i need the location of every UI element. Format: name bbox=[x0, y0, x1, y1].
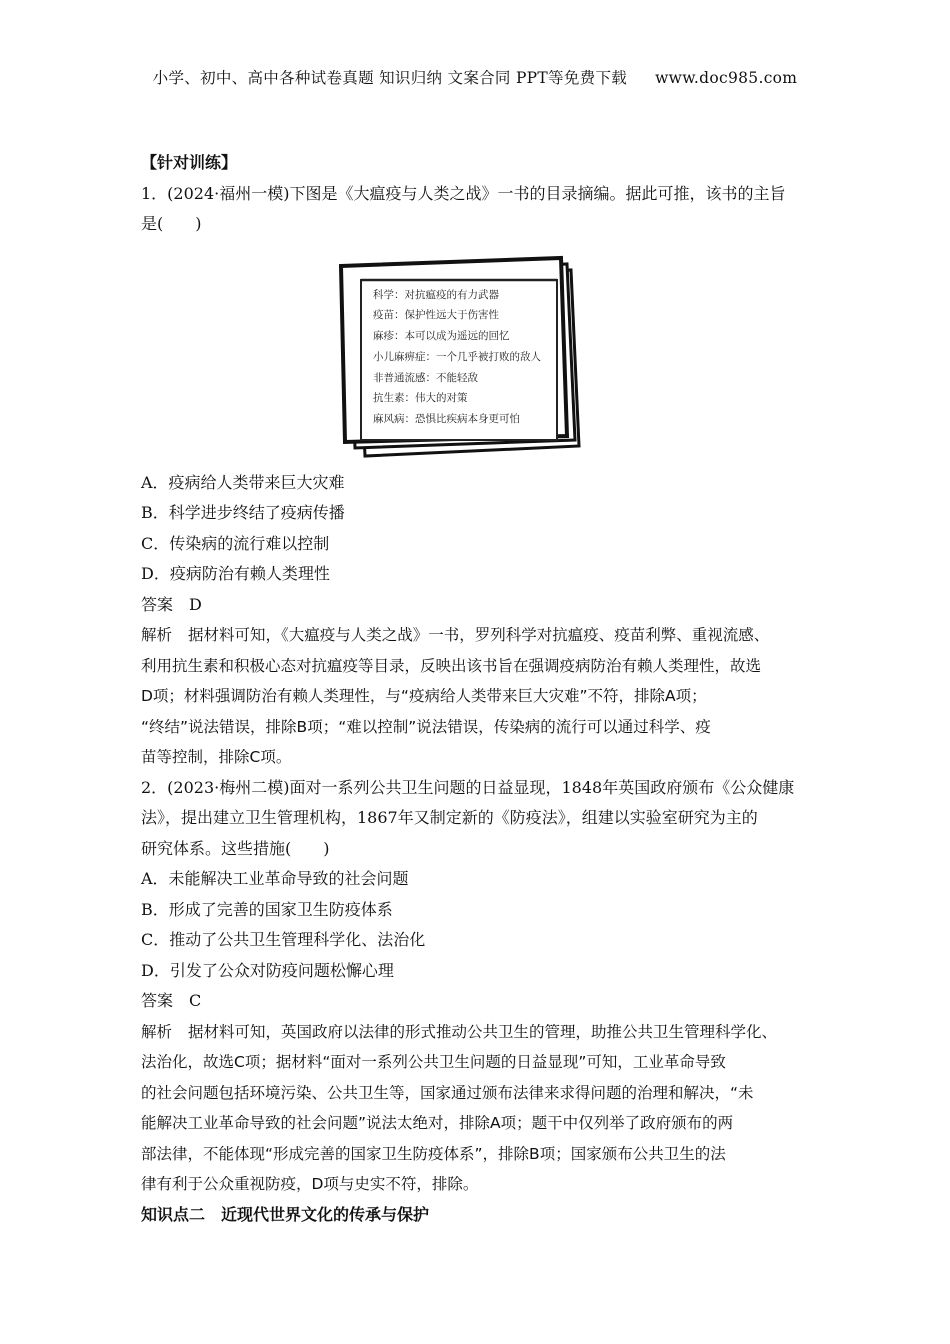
q1-stem-line1: 1．(2024·福州一模)下图是《大瘟疫与人类之战》一书的目录摘编。据此可推，该书的主旨 bbox=[141, 183, 786, 203]
answer-label: 答案 bbox=[141, 991, 174, 1010]
q2-stem-line: 法》，提出建立卫生管理机构，1867年又制定新的《防疫法》，组建以实验室研究为主的 bbox=[141, 808, 758, 827]
toc-list bbox=[373, 285, 593, 431]
analysis-line: 苗等控制，排除C项。 bbox=[141, 748, 292, 766]
q2-stem-line: 研究体系。这些措施( ) bbox=[141, 838, 330, 858]
q1-option-b: B．科学进步终结了疫病传播 bbox=[141, 503, 345, 522]
analysis-line: 部法律，不能体现“形成完善的国家卫生防疫体系”，排除B项；国家颁布公共卫生的法 bbox=[141, 1144, 726, 1163]
answer-value: D bbox=[189, 594, 202, 614]
q1-option-c: C．传染病的流行难以控制 bbox=[141, 533, 330, 553]
analysis-line: 利用抗生素和积极心态对抗瘟疫等目录，反映出该书旨在强调疫病防治有赖人类理性，故选 bbox=[141, 656, 762, 675]
analysis-label: 解析 bbox=[141, 626, 173, 644]
q1-option-a: A．疫病给人类带来巨大灾难 bbox=[141, 472, 345, 492]
q1-analysis bbox=[141, 620, 821, 773]
analysis-line: 法治化，故选C项；据材料“面对一系列公共卫生问题的日益显现”可知，工业革命导致 bbox=[141, 1053, 726, 1071]
answer-label: 答案 bbox=[141, 594, 174, 614]
q2-option-c: C．推动了公共卫生管理科学化、法治化 bbox=[141, 930, 426, 949]
toc-item: 疫苗：保护性远大于伤害性 bbox=[373, 309, 499, 322]
toc-figure bbox=[141, 250, 821, 464]
q2-answer bbox=[141, 986, 821, 1017]
q1-option-d: D．疫病防治有赖人类理性 bbox=[141, 564, 330, 583]
analysis-line: 能解决工业革命导致的社会问题”说法太绝对，排除A项；题干中仅列举了政府颁布的两 bbox=[141, 1114, 734, 1132]
q2-option-a: A．未能解决工业革命导致的社会问题 bbox=[141, 869, 409, 888]
analysis-line: D项；材料强调防治有赖人类理性，与“疫病给人类带来巨大灾难”不符，排除A项； bbox=[141, 687, 707, 705]
analysis-line: 据材料可知，英国政府以法律的形式推动公共卫生的管理，助推公共卫生管理科学化、 bbox=[188, 1022, 778, 1041]
analysis-line: “终结”说法错误，排除B项；“难以控制”说法错误，传染病的流行可以通过科学、疫 bbox=[141, 717, 711, 736]
document-body bbox=[141, 148, 821, 1230]
toc-item: 麻疹：本可以成为遥远的回忆 bbox=[373, 330, 510, 343]
page-header bbox=[0, 66, 950, 88]
answer-value: C bbox=[189, 991, 202, 1010]
header-text: 小学、初中、高中各种试卷真题 知识归纳 文案合同 PPT等免费下载 bbox=[152, 69, 628, 87]
knowledge-point-heading: 知识点二 近现代世界文化的传承与保护 bbox=[141, 1204, 430, 1224]
header-site[interactable]: www.doc985.com bbox=[655, 69, 798, 87]
q2-stem-line: 2．(2023·梅州二模)面对一系列公共卫生问题的日益显现，1848年英国政府颁布《公众健康 bbox=[141, 777, 795, 797]
toc-item: 非普通流感：不能轻敌 bbox=[373, 371, 478, 384]
analysis-line: 的社会问题包括环境污染、公共卫生等，国家通过颁布法律来求得问题的治理和解决，“未 bbox=[141, 1083, 754, 1102]
q2-analysis bbox=[141, 1017, 821, 1200]
toc-item: 麻风病：恐惧比疾病本身更可怕 bbox=[373, 413, 520, 426]
analysis-line: 据材料可知，《大瘟疫与人类之战》一书，罗列科学对抗瘟疫、疫苗利弊、重视流感、 bbox=[188, 626, 770, 644]
q2-option-b: B．形成了完善的国家卫生防疫体系 bbox=[141, 899, 393, 919]
analysis-label: 解析 bbox=[141, 1022, 173, 1041]
toc-item: 科学：对抗瘟疫的有力武器 bbox=[373, 288, 499, 301]
toc-item: 小儿麻痹症：一个几乎被打败的敌人 bbox=[373, 350, 541, 363]
q2-option-d: D．引发了公众对防疫问题松懈心理 bbox=[141, 960, 394, 980]
q1-answer bbox=[141, 590, 821, 621]
toc-item: 抗生素：伟大的对策 bbox=[373, 392, 468, 405]
q1-stem-line2: 是( ) bbox=[141, 214, 202, 233]
analysis-line: 律有利于公众重视防疫，D项与史实不符，排除。 bbox=[141, 1175, 479, 1193]
section-title: 【针对训练】 bbox=[141, 153, 238, 172]
